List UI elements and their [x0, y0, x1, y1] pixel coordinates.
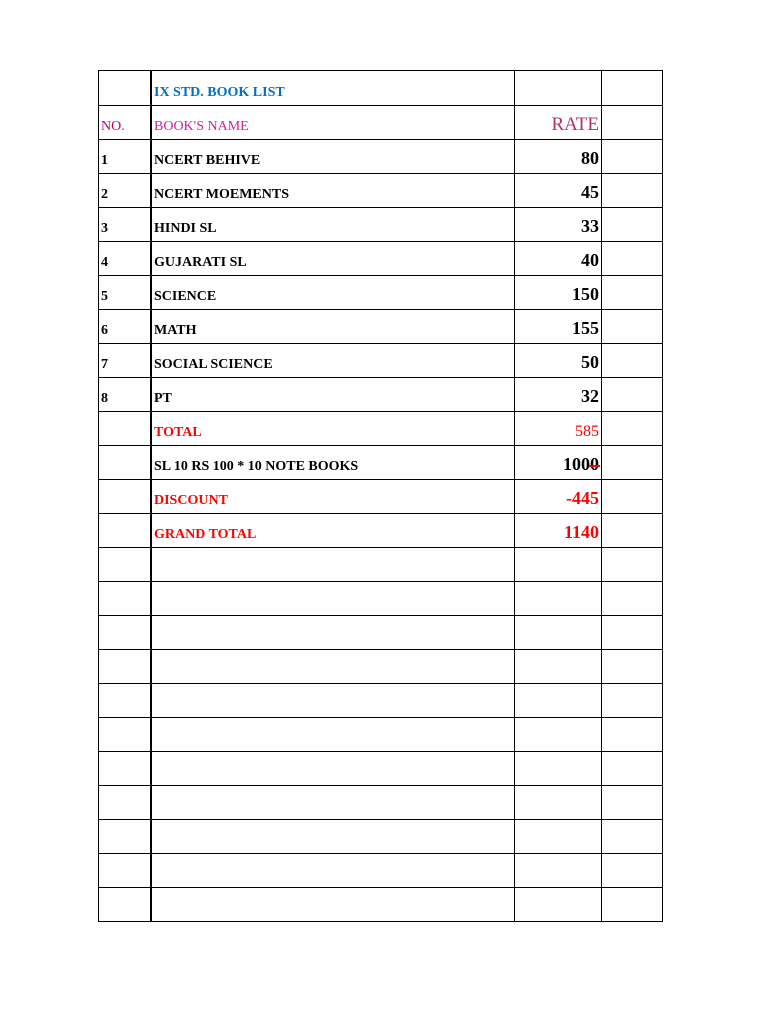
rate-cell — [515, 650, 602, 683]
name-cell — [152, 140, 515, 173]
summary-row — [99, 446, 662, 480]
name-cell — [152, 752, 515, 785]
book-name: NCERT BEHIVE — [154, 153, 261, 168]
extra-cell — [602, 276, 661, 309]
extra-cell — [602, 412, 661, 445]
title-no-cell — [99, 71, 152, 105]
name-cell — [152, 378, 515, 411]
book-name: SCIENCE — [154, 289, 217, 304]
name-cell — [152, 514, 515, 547]
extra-cell — [602, 446, 661, 479]
table-row — [99, 378, 662, 412]
no-cell — [99, 446, 152, 479]
book-rate: 80 — [581, 148, 599, 168]
book-name: HINDI SL — [154, 221, 217, 236]
table-row — [99, 208, 662, 242]
rate-cell — [515, 276, 602, 309]
extra-cell — [602, 786, 661, 819]
book-rate: 155 — [572, 318, 599, 338]
rate-cell — [515, 140, 602, 173]
summary-row — [99, 480, 662, 514]
header-rate: RATE — [551, 114, 599, 135]
extra-cell — [602, 548, 661, 581]
rate-cell — [515, 548, 602, 581]
no-cell — [99, 650, 152, 683]
name-cell — [152, 582, 515, 615]
header-rate-cell — [515, 106, 602, 139]
no-cell — [99, 412, 152, 445]
header-book-name: BOOK'S NAME — [154, 119, 249, 134]
extra-cell — [602, 242, 661, 275]
book-name: NCERT MOEMENTS — [154, 187, 289, 202]
rate-cell — [515, 446, 602, 479]
name-cell — [152, 412, 515, 445]
name-cell — [152, 174, 515, 207]
header-no: NO. — [101, 119, 125, 134]
empty-row — [99, 684, 662, 718]
book-name: PT — [154, 391, 172, 406]
summary-value-head: 100 — [563, 454, 590, 474]
empty-row — [99, 752, 662, 786]
table-body — [99, 140, 662, 922]
empty-row — [99, 548, 662, 582]
name-cell — [152, 208, 515, 241]
extra-cell — [602, 480, 661, 513]
title-row — [99, 71, 662, 106]
name-cell — [152, 242, 515, 275]
name-cell — [152, 820, 515, 853]
rate-cell — [515, 752, 602, 785]
rate-cell — [515, 582, 602, 615]
summary-label: DISCOUNT — [154, 493, 228, 508]
rate-cell — [515, 378, 602, 411]
rate-cell — [515, 208, 602, 241]
no-cell — [99, 310, 152, 343]
name-cell — [152, 344, 515, 377]
row-number: 7 — [101, 357, 108, 372]
table-title: IX STD. BOOK LIST — [154, 85, 285, 100]
rate-cell — [515, 854, 602, 887]
extra-cell — [602, 174, 661, 207]
rate-cell — [515, 684, 602, 717]
empty-row — [99, 854, 662, 888]
no-cell — [99, 514, 152, 547]
row-number: 8 — [101, 391, 108, 406]
no-cell — [99, 786, 152, 819]
empty-row — [99, 582, 662, 616]
no-cell — [99, 140, 152, 173]
empty-row — [99, 718, 662, 752]
no-cell — [99, 548, 152, 581]
no-cell — [99, 582, 152, 615]
table-row — [99, 174, 662, 208]
no-cell — [99, 684, 152, 717]
book-rate: 33 — [581, 216, 599, 236]
name-cell — [152, 854, 515, 887]
no-cell — [99, 888, 152, 921]
summary-value: -445 — [566, 488, 599, 508]
extra-cell — [602, 378, 661, 411]
name-cell — [152, 310, 515, 343]
summary-label: SL 10 RS 100 * 10 NOTE BOOKS — [154, 459, 359, 474]
name-cell — [152, 718, 515, 751]
table-row — [99, 242, 662, 276]
no-cell — [99, 480, 152, 513]
rate-cell — [515, 412, 602, 445]
summary-value: 1140 — [563, 522, 599, 542]
no-cell — [99, 378, 152, 411]
empty-row — [99, 786, 662, 820]
name-cell — [152, 650, 515, 683]
extra-cell — [602, 582, 661, 615]
extra-cell — [602, 140, 661, 173]
extra-cell — [602, 650, 661, 683]
no-cell — [99, 344, 152, 377]
name-cell — [152, 888, 515, 921]
row-number: 4 — [101, 255, 108, 270]
extra-cell — [602, 514, 661, 547]
header-row — [99, 106, 662, 140]
summary-value: 585 — [575, 423, 599, 440]
extra-cell — [602, 718, 661, 751]
rate-cell — [515, 174, 602, 207]
no-cell — [99, 718, 152, 751]
no-cell — [99, 616, 152, 649]
empty-row — [99, 616, 662, 650]
name-cell — [152, 548, 515, 581]
no-cell — [99, 242, 152, 275]
no-cell — [99, 820, 152, 853]
extra-cell — [602, 854, 661, 887]
no-cell — [99, 276, 152, 309]
name-cell — [152, 480, 515, 513]
summary-value — [563, 454, 599, 475]
table-row — [99, 276, 662, 310]
rate-cell — [515, 242, 602, 275]
book-name: SOCIAL SCIENCE — [154, 357, 273, 372]
book-rate: 32 — [581, 386, 599, 406]
header-name-cell — [152, 106, 515, 139]
extra-cell — [602, 752, 661, 785]
book-name: MATH — [154, 323, 197, 338]
extra-cell — [602, 888, 661, 921]
strikethrough-digit: 0 — [590, 454, 599, 474]
extra-cell — [602, 820, 661, 853]
name-cell — [152, 446, 515, 479]
table-row — [99, 344, 662, 378]
extra-cell — [602, 616, 661, 649]
summary-row — [99, 412, 662, 446]
rate-cell — [515, 616, 602, 649]
name-cell — [152, 616, 515, 649]
name-cell — [152, 786, 515, 819]
rate-cell — [515, 820, 602, 853]
no-cell — [99, 752, 152, 785]
rate-cell — [515, 310, 602, 343]
name-cell — [152, 276, 515, 309]
book-rate: 50 — [581, 352, 599, 372]
rate-cell — [515, 786, 602, 819]
table-row — [99, 140, 662, 174]
empty-row — [99, 820, 662, 854]
book-name: GUJARATI SL — [154, 255, 247, 270]
no-cell — [99, 854, 152, 887]
name-cell — [152, 684, 515, 717]
row-number: 6 — [101, 323, 108, 338]
title-rate-cell — [515, 71, 602, 105]
empty-row — [99, 650, 662, 684]
extra-cell — [602, 684, 661, 717]
summary-label: GRAND TOTAL — [154, 527, 257, 542]
book-rate: 40 — [581, 250, 599, 270]
no-cell — [99, 174, 152, 207]
summary-label: TOTAL — [154, 425, 202, 440]
no-cell — [99, 208, 152, 241]
row-number: 1 — [101, 153, 108, 168]
rate-cell — [515, 344, 602, 377]
title-extra-cell — [602, 71, 661, 105]
extra-cell — [602, 344, 661, 377]
row-number: 5 — [101, 289, 108, 304]
rate-cell — [515, 480, 602, 513]
rate-cell — [515, 514, 602, 547]
summary-row — [99, 514, 662, 548]
empty-row — [99, 888, 662, 922]
title-name-cell — [152, 71, 515, 105]
header-extra-cell — [602, 106, 661, 139]
extra-cell — [602, 310, 661, 343]
table-row — [99, 310, 662, 344]
rate-cell — [515, 718, 602, 751]
rate-cell — [515, 888, 602, 921]
book-list-table — [98, 70, 663, 922]
row-number: 2 — [101, 187, 108, 202]
book-rate: 150 — [572, 284, 599, 304]
header-no-cell — [99, 106, 152, 139]
extra-cell — [602, 208, 661, 241]
row-number: 3 — [101, 221, 108, 236]
book-rate: 45 — [581, 182, 599, 202]
